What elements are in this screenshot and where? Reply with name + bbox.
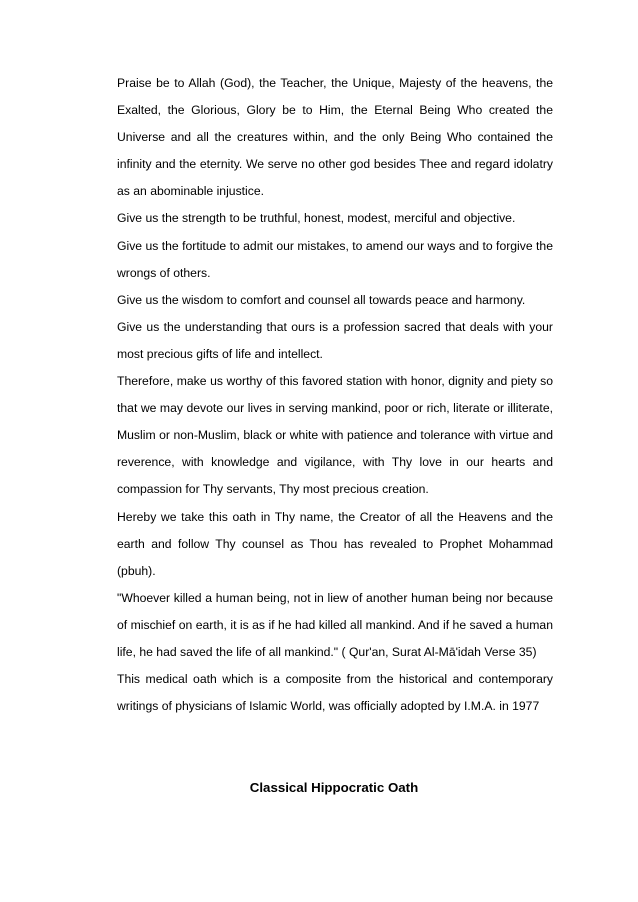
paragraph-hereby: Hereby we take this oath in Thy name, the Creator of all the Heavens and the earth and follow Thy counsel as Thou has revealed to Prophet Mohammad (pbuh). (117, 509, 553, 578)
paragraph-understanding: Give us the understanding that ours is a profession sacred that deals with your most precious gifts of life and intellect. (117, 319, 553, 361)
paragraph-wisdom: Give us the wisdom to comfort and counsel all towards peace and harmony. (117, 292, 526, 307)
paragraph-adoption-note: This medical oath which is a composite from the historical and contemporary writings of physicians of Islamic World, was officially adopted by I.M.A. in 1977 (117, 672, 553, 714)
paragraph-strength: Give us the strength to be truthful, honest, modest, merciful and objective. (117, 211, 516, 226)
paragraph-fortitude: Give us the fortitude to admit our mistakes, to amend our ways and to forgive the wrongs of others. (117, 238, 553, 280)
paragraph-therefore: Therefore, make us worthy of this favored station with honor, dignity and piety so that we may devote our lives in serving mankind, poor or rich, literate or illiterate, Muslim or non-Muslim, black or white with patience and tolerance with virtue and reverence, with knowledge and vigilance, with Thy love in our hearts and compassion for Thy servants, Thy most precious creation. (117, 374, 553, 497)
paragraph-praise: Praise be to Allah (God), the Teacher, the Unique, Majesty of the heavens, the Exalted, the Glorious, Glory be to Him, the Eternal Being Who created the Universe and all the creatures within, and the only Being Who contained the infinity and the eternity. We serve no other god besides Thee and regard idolatry as an abominable injustice. (117, 76, 553, 199)
paragraph-quran-quote: "Whoever killed a human being, not in liew of another human being nor because of mischief on earth, it is as if he had killed all mankind. And if he saved a human life, he had saved the life of all mankind." ( Qur'an, Surat Al-Mā'idah Verse 35) (117, 590, 553, 659)
oath-body-text (117, 70, 553, 720)
section-heading: Classical Hippocratic Oath (249, 780, 419, 795)
